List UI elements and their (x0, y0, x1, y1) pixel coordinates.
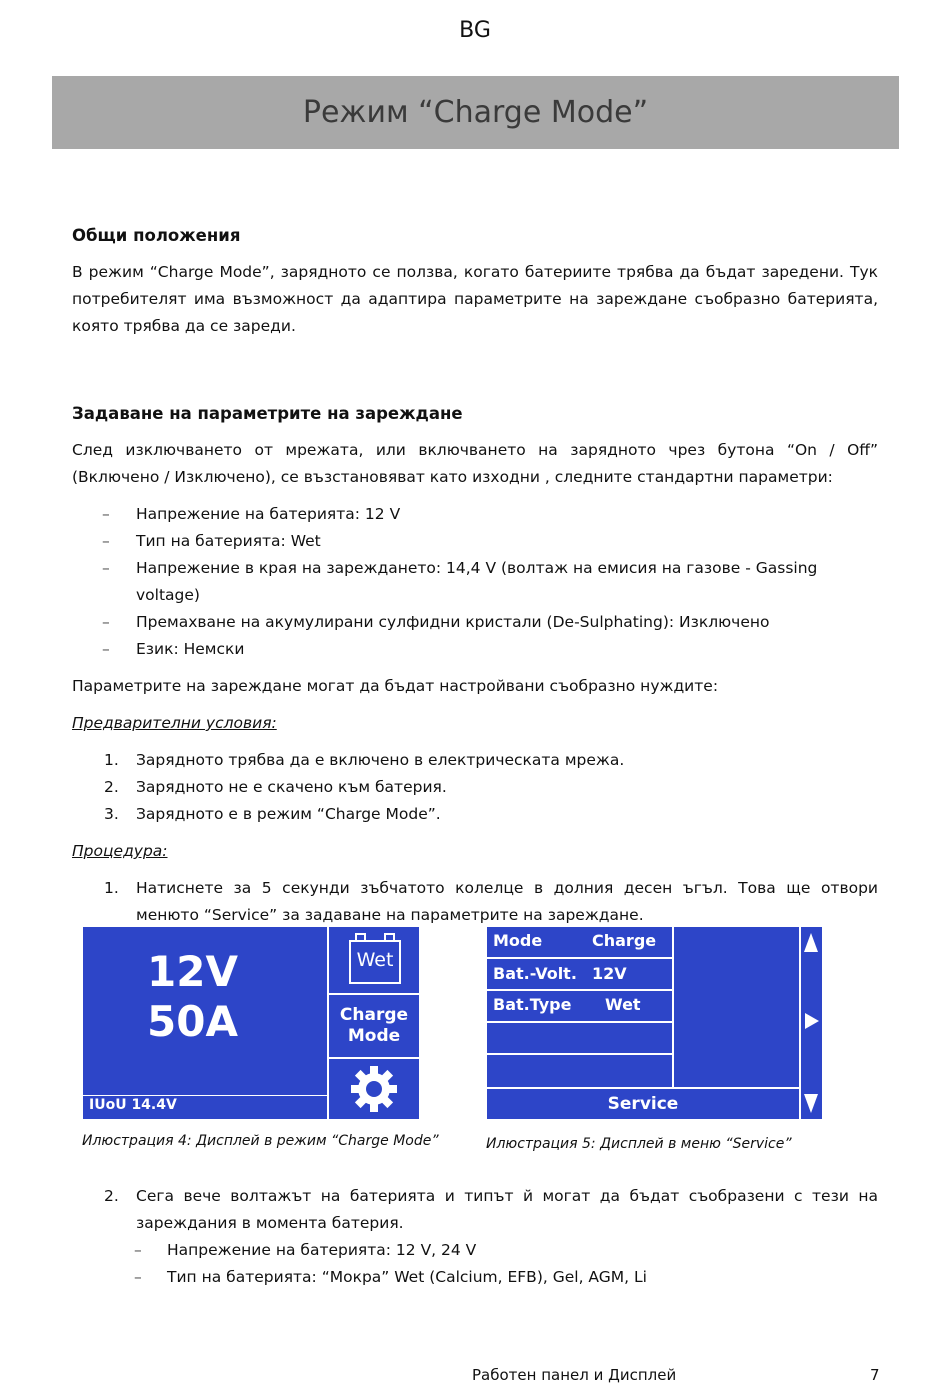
list-item: 2. Зарядното не е скачено към батерия. (104, 778, 447, 796)
menu-divider (672, 927, 674, 1087)
figure4-caption: Илюстрация 4: Дисплей в режим “Charge Mode” (82, 1133, 439, 1149)
defaults-list (72, 501, 878, 663)
section-charge-parameters (72, 400, 878, 929)
current-readout: 50A (147, 997, 238, 1046)
list-item: – Език: Немски (102, 640, 245, 658)
service-label: Service (607, 1094, 679, 1114)
mode-button-line2: Mode (347, 1026, 401, 1046)
voltage-readout: 12V (147, 947, 238, 996)
display-charge-mode (83, 927, 419, 1119)
arrow-down-icon[interactable] (804, 1094, 818, 1113)
section-step2 (72, 1183, 878, 1291)
menu-row-battery-type[interactable]: Bat.Type Wet (487, 991, 672, 1023)
page-number: 7 (870, 1366, 880, 1384)
battery-type-label: Wet (356, 949, 394, 971)
list-item: 1. Зарядното трябва да е включено в електрическата мрежа. (104, 751, 625, 769)
paragraph-adjust: Параметрите на зареждане могат да бъдат настройвани съобразно нуждите: (72, 677, 719, 695)
charge-curve-status: IUoU 14.4V (89, 1097, 177, 1113)
section-heading-parameters: Задаване на параметрите на зареждане (72, 404, 463, 423)
section-general (72, 222, 878, 340)
footer-section-title: Работен панел и Дисплей (472, 1366, 677, 1384)
list-item: – Премахване на акумулирани сулфидни кристали (De-Sulphating): Изключено (102, 613, 770, 631)
language-code: BG (459, 18, 491, 43)
procedure-list-continued (72, 1183, 878, 1237)
figure5-caption: Илюстрация 5: Дисплей в меню “Service” (486, 1136, 792, 1152)
mode-button[interactable] (329, 995, 419, 1057)
list-item: – Напрежение в края на зареждането: 14,4 V (волтаж на емисия на газове - Gassing voltage) (102, 559, 818, 604)
list-item: – Тип на батерията: “Мокра” Wet (Calcium, EFB), Gel, AGM, Li (134, 1268, 647, 1286)
section-heading-general: Общи положения (72, 226, 241, 245)
mode-button-line1: Charge (339, 1005, 409, 1025)
menu-row-battery-voltage[interactable]: Bat.-Volt. 12V (487, 959, 672, 991)
procedure-label: Процедура: (72, 842, 168, 860)
menu-row-mode[interactable]: Mode Charge (487, 927, 672, 959)
service-menu-list (487, 927, 672, 1089)
list-item: 3. Зарядното е в режим “Charge Mode”. (104, 805, 441, 823)
scroll-column (801, 927, 822, 1119)
menu-row-empty[interactable] (487, 1023, 672, 1055)
battery-type-button[interactable] (329, 927, 419, 993)
preconditions-list (72, 747, 878, 828)
list-item: 2. Сега вече волтажът на батерията и типът й могат да бъдат съобразени с тези на зареждания в момента батерия. (104, 1187, 878, 1232)
arrow-right-icon[interactable] (805, 1013, 819, 1029)
list-item: 1. Натиснете за 5 секунди зъбчатото колелце в долния десен ъгъл. Това ще отвори менюто “Service” за задаване на параметрите на зареждане. (104, 879, 878, 924)
list-item: – Напрежение на батерията: 12 V, 24 V (134, 1241, 477, 1259)
title-banner (52, 76, 899, 149)
page-title: Режим “Charge Mode” (302, 95, 649, 130)
step2-sublist (72, 1237, 878, 1291)
list-item: – Тип на батерията: Wet (102, 532, 321, 550)
display-service-menu (487, 927, 822, 1119)
settings-button[interactable] (329, 1059, 419, 1119)
list-item: – Напрежение на батерията: 12 V (102, 505, 401, 523)
status-divider (83, 1095, 328, 1096)
procedure-list (72, 875, 878, 929)
arrow-up-icon[interactable] (804, 933, 818, 952)
preconditions-label: Предварителни условия: (72, 714, 277, 732)
paragraph-general: В режим “Charge Mode”, зарядното се ползва, когато батериите трябва да бъдат заредени. Тук потребителят има възможност да адаптира параметрите на зареждане съобразно батерията, която трябва да се зареди. (72, 263, 878, 335)
paragraph-intro: След изключването от мрежата, или включването на зарядното чрез бутона “On / Off” (Включено / Изключено), се възстановяват като изходни , следните стандартни параметри: (72, 441, 878, 486)
gear-icon (329, 1059, 419, 1119)
